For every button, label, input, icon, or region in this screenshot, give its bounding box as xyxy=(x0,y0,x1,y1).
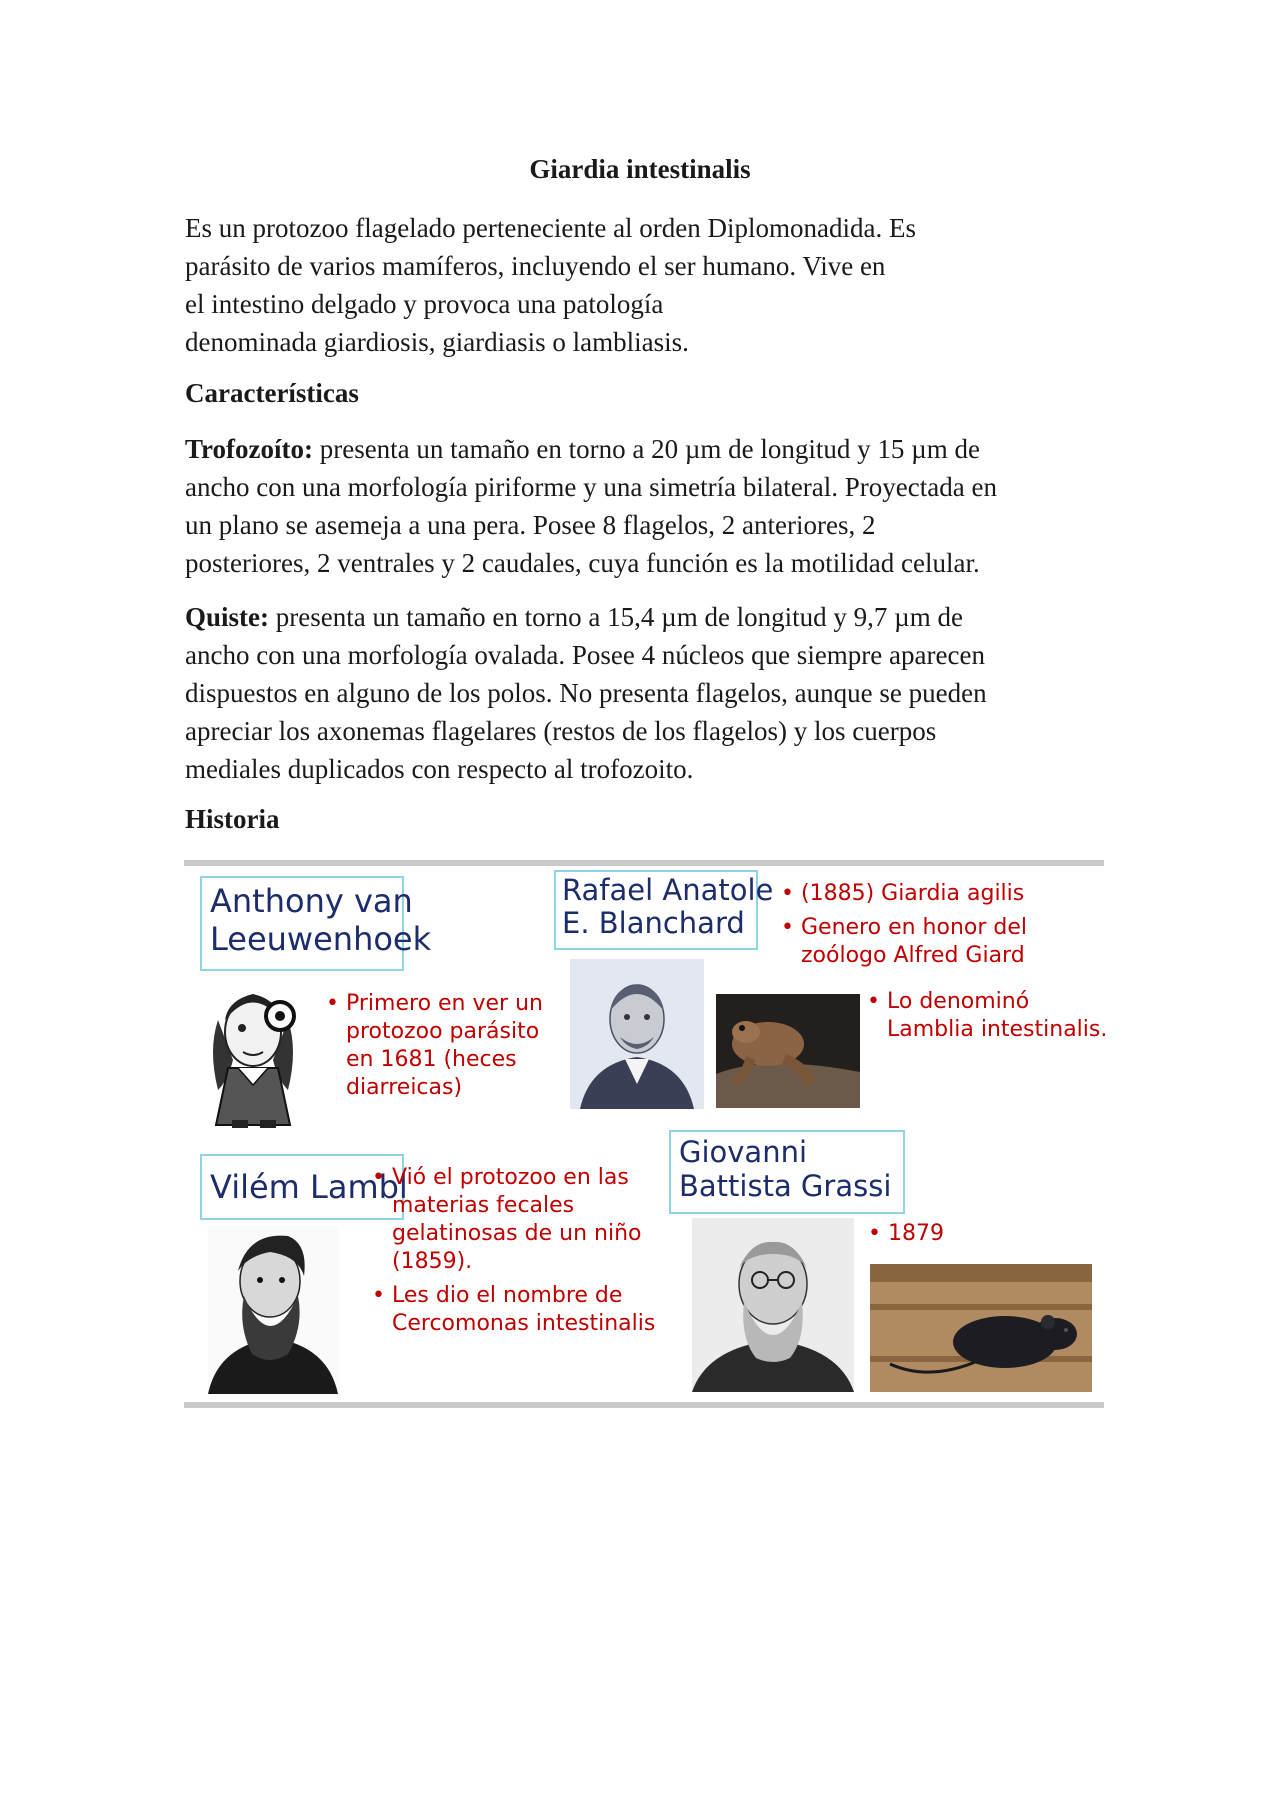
leeuwenhoek-name-line: Leeuwenhoek xyxy=(210,920,432,958)
intro-line: Es un protozoo flagelado perteneciente al orden Diplomonadida. Es xyxy=(185,213,917,243)
bullet-item xyxy=(867,988,1107,1044)
quiste-line: ancho con una morfología ovalada. Posee 4 núcleos que siempre aparecen xyxy=(185,640,985,670)
bullet-item xyxy=(868,1220,944,1248)
quiste-line: apreciar los axonemas flagelares (restos de los flagelos) y los cuerpos xyxy=(185,716,937,746)
blanchard-bullets-top xyxy=(781,880,1027,976)
bullet-line: materias fecales xyxy=(392,1193,575,1218)
quiste-line: presenta un tamaño en torno a 15,4 µm de longitud y 9,7 µm de xyxy=(269,602,963,632)
leeuwenhoek-name-box xyxy=(200,876,432,971)
bullet-item xyxy=(781,880,1027,908)
leeuwenhoek-cartoon-image xyxy=(198,980,308,1130)
bullet-line: gelatinosas de un niño xyxy=(392,1221,642,1246)
intro-line: parásito de varios mamíferos, incluyendo el ser humano. Vive en xyxy=(185,251,886,281)
intro-line: denominada giardiosis, giardiasis o lambliasis. xyxy=(185,327,689,357)
leeuwenhoek-name-line: Anthony van xyxy=(210,882,413,920)
grassi-name-box xyxy=(669,1130,905,1214)
grassi-name-line: Giovanni xyxy=(679,1135,808,1169)
trofozoito-line: ancho con una morfología piriforme y una simetría bilateral. Proyectada en xyxy=(185,472,997,502)
bullet-line: • Lo denominó xyxy=(887,989,1030,1014)
lambl-name-line: Vilém Lambl xyxy=(210,1168,408,1206)
grassi-bullets xyxy=(868,1220,944,1254)
bullet-item xyxy=(372,1282,655,1338)
bullet-line: diarreicas) xyxy=(346,1075,463,1100)
bullet-line: • (1885) Giardia agilis xyxy=(801,881,1025,906)
intro-paragraph xyxy=(185,209,1105,361)
bullet-line: • Les dio el nombre de xyxy=(392,1283,623,1308)
blanchard-name-box xyxy=(554,870,774,950)
grassi-name-line: Battista Grassi xyxy=(679,1169,892,1203)
blanchard-portrait-image xyxy=(570,959,704,1109)
heading-historia: Historia xyxy=(185,804,280,834)
quiste-line: dispuestos en alguno de los polos. No presenta flagelos, aunque se pueden xyxy=(185,678,987,708)
trofozoito-line: un plano se asemeja a una pera. Posee 8 flagelos, 2 anteriores, 2 xyxy=(185,510,876,540)
bullet-line: Lamblia intestinalis. xyxy=(887,1017,1108,1042)
quiste-label: Quiste: xyxy=(185,602,269,632)
trofozoito-line: presenta un tamaño en torno a 20 µm de longitud y 15 µm de xyxy=(312,434,980,464)
bullet-line: • 1879 xyxy=(888,1221,944,1246)
bullet-line: protozoo parásito xyxy=(346,1019,540,1044)
lambl-portrait-image xyxy=(208,1226,338,1394)
blanchard-bullets-bottom xyxy=(867,988,1107,1050)
leeuwenhoek-bullets xyxy=(326,990,543,1108)
blanchard-name-line: Rafael Anatole xyxy=(562,873,774,907)
historia-figure xyxy=(184,860,1108,1408)
bullet-line: zoólogo Alfred Giard xyxy=(801,943,1025,968)
bullet-line: • Primero en ver un xyxy=(346,991,543,1016)
bullet-line: (1859). xyxy=(392,1249,473,1274)
intro-line: el intestino delgado y provoca una patología xyxy=(185,289,664,319)
document-title: Giardia intestinalis xyxy=(529,154,751,184)
heading-caracteristicas: Características xyxy=(185,378,359,408)
bullet-line: • Vió el protozoo en las xyxy=(392,1165,629,1190)
trofozoito-label: Trofozoíto: xyxy=(185,434,313,464)
trofozoito-paragraph xyxy=(185,430,1105,582)
frog-photo-image xyxy=(716,994,860,1108)
bullet-item xyxy=(372,1164,655,1276)
grassi-portrait-image xyxy=(692,1218,854,1392)
blanchard-name-line: E. Blanchard xyxy=(562,906,745,940)
rat-photo-image xyxy=(870,1264,1092,1392)
trofozoito-line: posteriores, 2 ventrales y 2 caudales, cuya función es la motilidad celular. xyxy=(185,548,980,578)
quiste-paragraph xyxy=(185,598,1105,788)
bullet-item xyxy=(326,990,543,1102)
bullet-line: en 1681 (heces xyxy=(346,1047,517,1072)
bullet-line: Cercomonas intestinalis xyxy=(392,1311,656,1336)
bullet-item xyxy=(781,914,1027,970)
quiste-line: mediales duplicados con respecto al trofozoito. xyxy=(185,754,694,784)
bullet-line: • Genero en honor del xyxy=(801,915,1028,940)
lambl-bullets xyxy=(372,1164,655,1344)
